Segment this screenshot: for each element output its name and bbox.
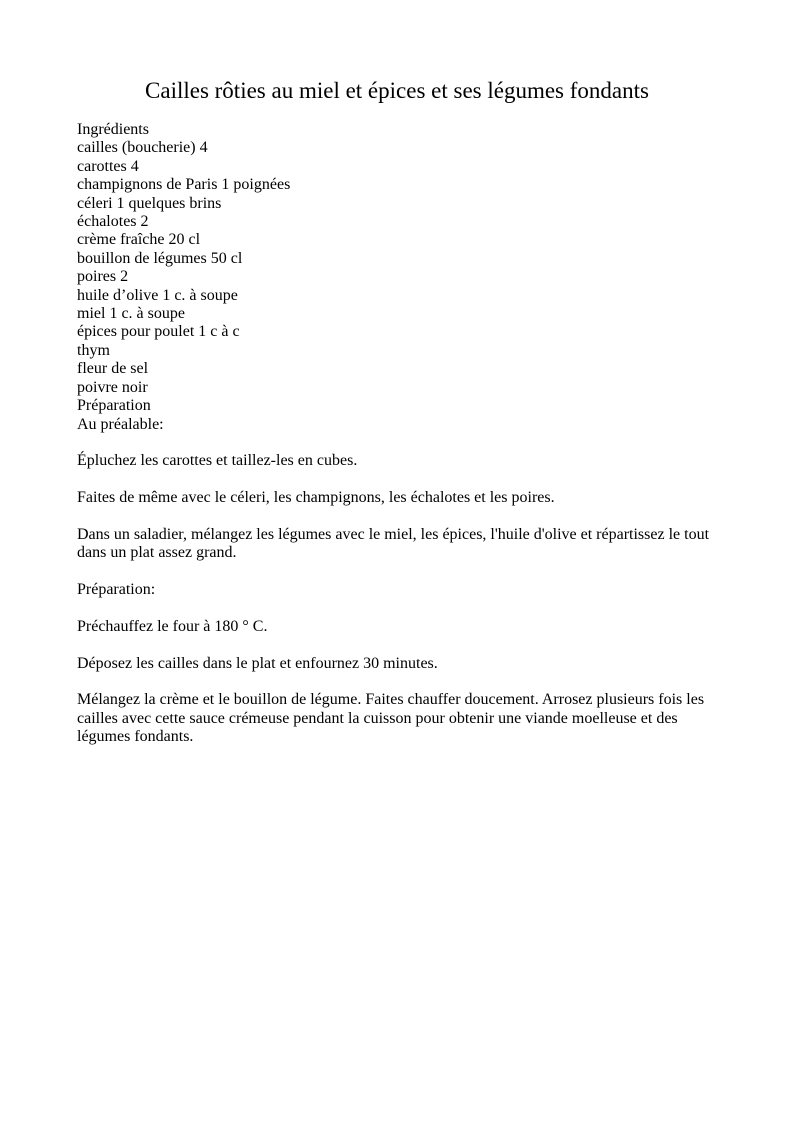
step-paragraph: Épluchez les carottes et taillez-les en cubes. xyxy=(77,452,358,470)
step-paragraph: Mélangez la crème et le bouillon de légume. Faites chauffer doucement. Arrosez plusieurs fois les cailles avec cette sauce crémeuse pendant la cuisson pour obtenir une viande moelleuse et des légumes fondants. xyxy=(77,691,705,746)
ingredient-line: miel 1 c. à soupe xyxy=(77,305,185,323)
ingredient-line: carottes 4 xyxy=(77,157,139,175)
ingredient-line: huile d’olive 1 c. à soupe xyxy=(77,286,238,304)
recipe-title: Cailles rôties au miel et épices et ses légumes fondants xyxy=(145,78,649,103)
step-paragraph: Déposez les cailles dans le plat et enfournez 30 minutes. xyxy=(77,654,438,672)
ingredients-heading: Ingrédients xyxy=(77,121,149,138)
ingredient-line: cailles (boucherie) 4 xyxy=(77,139,208,157)
preliminary-heading: Au préalable: xyxy=(77,415,164,433)
ingredient-line: épices pour poulet 1 c à c xyxy=(77,323,240,341)
step-paragraph: Faites de même avec le céleri, les champignons, les échalotes et les poires. xyxy=(77,489,555,507)
preparation-subheading: Préparation: xyxy=(77,581,156,599)
step-paragraph: Préchauffez le four à 180 ° C. xyxy=(77,617,268,635)
recipe-body xyxy=(77,121,717,747)
step-paragraph: Dans un saladier, mélangez les légumes avec le miel, les épices, l'huile d'olive et répartissez le tout dans un plat assez grand. xyxy=(77,525,710,562)
ingredient-line: thym xyxy=(77,341,110,359)
ingredient-line: crème fraîche 20 cl xyxy=(77,231,201,249)
ingredient-line: bouillon de légumes 50 cl xyxy=(77,249,243,267)
preparation-heading: Préparation xyxy=(77,397,151,415)
ingredient-line: champignons de Paris 1 poignées xyxy=(77,176,291,194)
ingredient-line: poires 2 xyxy=(77,268,129,286)
ingredient-line: poivre noir xyxy=(77,378,148,396)
ingredient-line: échalotes 2 xyxy=(77,213,149,231)
ingredient-line: fleur de sel xyxy=(77,360,149,378)
ingredients-list xyxy=(77,121,717,434)
ingredient-line: céleri 1 quelques brins xyxy=(77,194,222,212)
